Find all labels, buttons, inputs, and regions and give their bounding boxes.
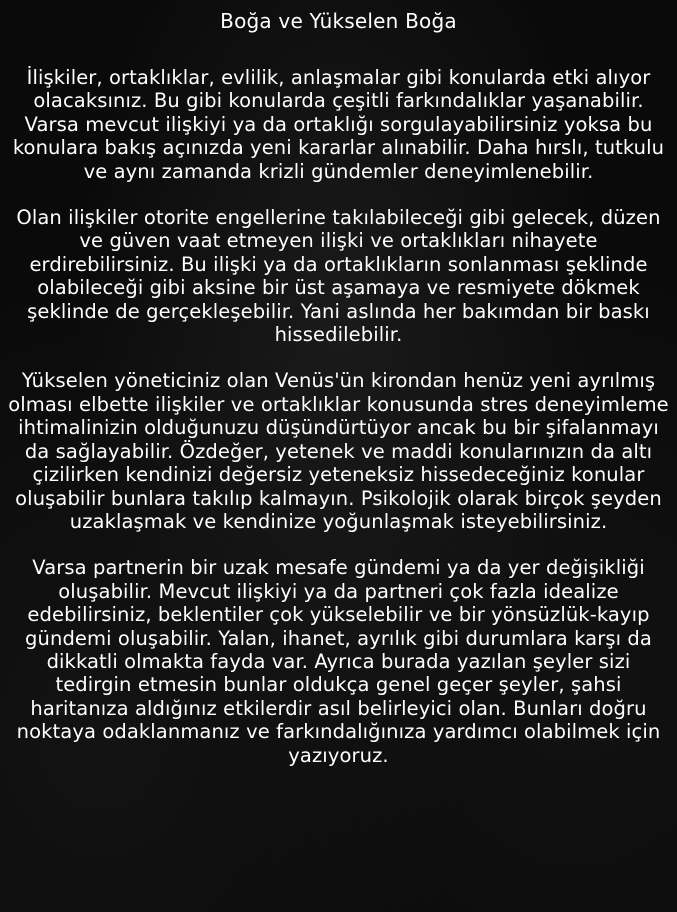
paragraph-authority: Olan ilişkiler otorite engellerine takılabileceği gibi gelecek, düzen ve güven vaat etmeyen ilişki ve ortaklıkları nihayete erdirebilirsiniz. Bu ilişki ya da ortaklıkların sonlanması şeklinde olabileceği gibi aksine bir üst aşamaya ve resmiyete dökmek şeklinde de gerçekleşebilir. Yani aslında her bakımdan bir baskı hissedilebilir. [16, 206, 661, 347]
page-title: Boğa ve Yükselen Boğa [220, 9, 457, 33]
paragraph-partner: Varsa partnerin bir uzak mesafe gündemi ya da yer değişikliği oluşabilir. Mevcut ilişkiyi ya da partneri çok fazla idealize edebilirsiniz, beklentiler çok yükselebilir ve bir yönsüzlük-kayıp gündemi oluşabilir. Yalan, ihanet, ayrılık gibi durumlara karşı da dikkatli olmakta fayda var. Ayrıca burada yazılan şeyler sizi tedirgin etmesin bunlar oldukça genel geçer şeyler, şahsi haritanıza aldığınız etkilerdir asıl belirleyici olan. Bunları doğru noktaya odaklanmanız ve farkındalığınıza yardımcı olabilmek için yazıyoruz. [16, 556, 661, 767]
paragraph-relationships: İlişkiler, ortaklıklar, evlilik, anlaşmalar gibi konularda etki alıyor olacaksınız. Bu gibi konularda çeşitli farkındalıklar yaşanabilir. Varsa mevcut ilişkiyi ya da ortaklığı sorgulayabilirsiniz yoksa bu konulara bakış açınızda yeni kararlar alınabilir. Daha hırslı, tutkulu ve aynı zamanda krizli gündemler deneyimlenebilir. [12, 66, 665, 183]
paragraph-venus: Yükselen yöneticiniz olan Venüs'ün kirondan henüz yeni ayrılmış olması elbette ilişkiler ve ortaklıklar konusunda stres deneyimleme ihtimalinizin olduğunuzu düşündürtüyor ancak bu bir şifalanmayı da sağlayabilir. Özdeğer, yetenek ve maddi konularınızın da altı çizilirken kendinizi değersiz yeteneksiz hissedeceğiniz konular oluşabilir bunlara takılıp kalmayın. Psikolojik olarak birçok şeyden uzaklaşmak ve kendinize yoğunlaşmak isteyebilirsiniz. [8, 369, 669, 533]
document-body [8, 8, 669, 767]
